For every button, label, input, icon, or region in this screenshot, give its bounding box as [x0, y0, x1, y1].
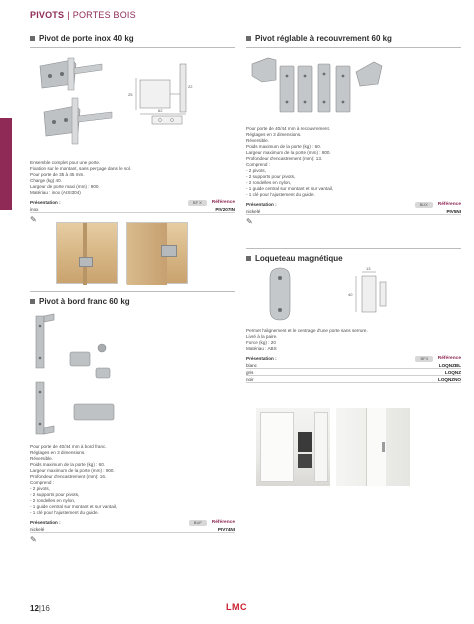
pivot-bottom-shape	[44, 98, 112, 144]
reglable-details	[246, 126, 461, 227]
table-row: nickelé PIV5NI	[246, 209, 461, 214]
packaging-badge: BF3	[415, 356, 432, 362]
table-row: blanc LOQNZBL	[246, 363, 461, 368]
section-rule	[246, 47, 461, 48]
pivot-top-shape	[40, 58, 102, 90]
dim-label: 22	[188, 84, 193, 89]
pivot-plate-shape	[36, 382, 44, 434]
side-tab-marker	[0, 118, 12, 210]
subsection-title: PORTES BOIS	[72, 10, 136, 20]
pencil-icon: ✎	[30, 215, 37, 224]
bullet-square-icon	[246, 256, 251, 261]
right-column	[246, 32, 461, 48]
dim-label: 40	[348, 292, 353, 297]
inox-details	[30, 160, 235, 225]
bullet-square-icon	[246, 36, 251, 41]
product-description: Pour porte de 40/44 mm à recouvrement. Réglages en 3 dimensions. Réversible. Poids maximum de la porte (kg) : 60. Largeur maximum de la porte (mm) : 800. Profondeur d'encastrement (mm): 13. Comprend : - 2 pivots, - 2 supports pour pivots, - 2 rondelles en nylon, - 1 guide central sur montant et sur vantail, - 1 clé pour l'ajustement du guide.	[246, 126, 334, 197]
inox-pivot-illustration	[32, 54, 232, 154]
bordfranc-pivot-illustration	[30, 312, 140, 440]
dim-label: 62	[158, 108, 163, 113]
packaging-badge: BUF	[189, 520, 207, 526]
product-title-inox: Pivot de porte inox 40 kg	[30, 32, 235, 44]
pivot-arm-shape	[356, 62, 382, 86]
bullet-square-icon	[30, 299, 35, 304]
installation-photo-1	[56, 222, 118, 284]
header-separator: |	[67, 10, 70, 20]
product-title-loqueteau: Loqueteau magnétique	[246, 252, 461, 264]
presentation-header: Présentation : BUX Référence	[246, 201, 461, 207]
brand-logo: LMC	[226, 602, 247, 612]
table-row: inox PIV207IN	[30, 207, 235, 212]
product-title-bordfranc: Pivot à bord franc 60 kg	[30, 295, 235, 307]
packaging-badge: BUX	[415, 202, 433, 208]
table-row: noir LOQNZNO	[246, 377, 461, 382]
section-rule	[30, 47, 235, 48]
bordfranc-details	[30, 444, 235, 545]
loqueteau-details	[246, 328, 461, 383]
reference-header: Référence	[211, 520, 235, 525]
presentation-header: Présentation : BF3 Référence	[246, 355, 461, 361]
left-column	[30, 32, 235, 48]
packaging-badge: BF X	[188, 200, 207, 206]
reglable-pivot-illustration	[248, 54, 398, 116]
presentation-header: Présentation : BUF Référence	[30, 519, 235, 525]
reference-header: Référence	[437, 356, 461, 361]
dim-label: 13	[366, 266, 371, 271]
pivot-arm-shape	[252, 58, 276, 82]
pivot-plate-shape	[36, 316, 44, 368]
bordfranc-section	[30, 291, 235, 307]
presentation-header: Présentation : BF X Référence	[30, 199, 235, 205]
technical-drawing	[136, 64, 186, 124]
product-description: Permet l'alignement et le centrage d'une porte sans serrure. Livré à la paire. Force (kg) : 20 Matériau : ABS	[246, 328, 368, 351]
loqueteau-drawing	[356, 272, 386, 312]
product-description: Ensemble complet pour une porte. Fixation sur le montant, sans perçage dans le sol. Pour porte de 35 à 45 mm. Charge (kg) 40. Largeur de porte maxi (mm) : 900. Matériau : inox (AISI304)	[30, 160, 132, 195]
reference-header: Référence	[437, 202, 461, 207]
loqueteau-illustration	[250, 264, 450, 324]
page-header	[30, 10, 136, 20]
page-number: 12|16	[30, 604, 50, 613]
kitchen-photo-1	[256, 408, 330, 486]
installation-photo-2	[126, 222, 188, 284]
product-description: Pour porte de 40/44 mm à bord franc. Réglages en 3 dimensions. Réversible. Poids maximum de la porte (kg) : 60. Largeur maximum de la porte (mm) : 900. Profondeur d'encastrement (mm): 16. Comprend : - 2 pivots, - 2 supports pour pivots, - 2 rondelles en nylon, - 1 guide central sur montant et sur vantail, - 1 clé pour l'ajustement du guide.	[30, 444, 118, 515]
dim-label: 25	[128, 92, 133, 97]
pencil-icon: ✎	[246, 217, 253, 226]
bullet-square-icon	[30, 36, 35, 41]
product-title-reglable: Pivot réglable à recouvrement 60 kg	[246, 32, 461, 44]
table-row: nickelé PIV74NI	[30, 527, 235, 532]
loqueteau-section	[246, 248, 461, 264]
table-row: gris LOQNZ	[246, 370, 461, 375]
reference-header: Référence	[211, 200, 235, 205]
magnet-plate-shape	[270, 268, 290, 320]
section-rule	[30, 291, 235, 292]
pencil-icon: ✎	[30, 535, 37, 544]
section-rule	[246, 248, 461, 249]
section-title: PIVOTS	[30, 10, 65, 20]
kitchen-photo-2	[336, 408, 410, 486]
